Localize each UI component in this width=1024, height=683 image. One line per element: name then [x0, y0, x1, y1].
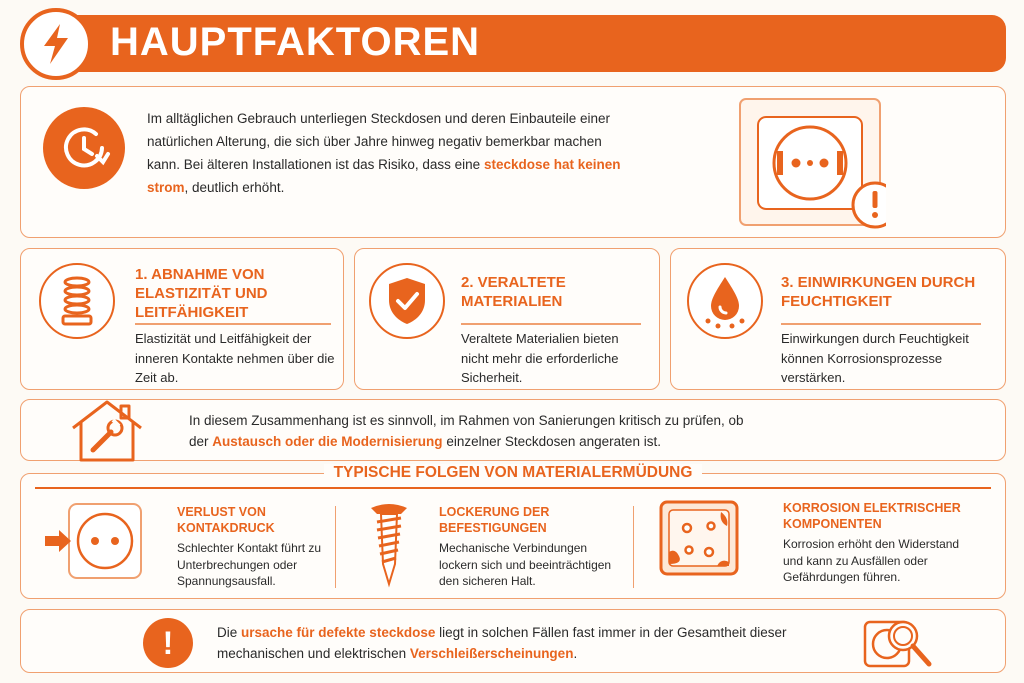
conclusion-text: Die ursache für defekte steckdose liegt in solchen Fällen fast immer in der Gesamtheit dieser mechanischen und elektrischen Verschleißerscheinungen. — [217, 625, 787, 661]
conclusion-highlight-2: Verschleißerscheinungen — [409, 646, 574, 661]
consequences-title: TYPISCHE FOLGEN VON MATERIALERMÜDUNG — [324, 464, 703, 481]
recommendation-text: In diesem Zusammenhang ist es sinnvoll, im Rahmen von Sanierungen kritisch zu prüfen, ob der Austausch oder die Modernisierung einzelner Steckdosen angeraten ist. — [189, 413, 744, 449]
consequence-item-2 — [367, 500, 637, 592]
conclusion-highlight-1: ursache für defekte steckdose — [241, 625, 436, 640]
consequence-item-3 — [659, 500, 989, 592]
divider — [633, 506, 634, 588]
screw-icon — [367, 500, 411, 593]
socket-arrow-icon — [43, 500, 143, 589]
factor-text-3: Einwirkungen durch Feuchtigkeit können Korrosionsprozesse verstärken. — [781, 331, 969, 385]
factor-card-2 — [354, 248, 660, 390]
lightning-icon — [20, 8, 92, 80]
consequence-text-1: Schlechter Kontakt führt zu Unterbrechungen oder Spannungsausfall. — [177, 541, 322, 588]
factor-text-2: Veraltete Materialien bieten nicht mehr die erforderliche Sicherheit. — [461, 331, 619, 385]
consequence-text-2: Mechanische Verbindungen lockern sich und beeinträchtigen den sicheren Halt. — [439, 541, 612, 588]
factor-card-3 — [670, 248, 1006, 390]
consequence-title-2: LOCKERUNG DER BEFESTIGUNGEN — [439, 505, 550, 535]
factor-title-3: 3. EINWIRKUNGEN DURCH FEUCHTIGKEIT — [781, 274, 976, 310]
divider — [781, 323, 981, 325]
divider — [135, 323, 331, 325]
corroded-plate-icon — [659, 500, 739, 581]
consequence-item-1 — [43, 500, 339, 592]
consequences-section — [20, 464, 1006, 599]
factor-card-1 — [20, 248, 344, 390]
socket-magnifier-icon — [863, 614, 935, 675]
water-drop-icon — [687, 263, 763, 339]
header — [20, 8, 1006, 72]
house-wrench-icon — [69, 400, 145, 467]
consequences-title-wrap — [21, 464, 1005, 482]
spring-icon — [39, 263, 115, 339]
divider — [461, 323, 641, 325]
recommendation-highlight: Austausch oder die Modernisierung — [212, 434, 443, 449]
divider — [335, 506, 336, 588]
intro-section — [20, 86, 1006, 238]
recommendation-section — [20, 399, 1006, 461]
socket-warning-icon — [738, 97, 886, 229]
exclamation-icon: ! — [143, 618, 193, 668]
intro-text: Im alltäglichen Gebrauch unterliegen Steckdosen und deren Einbauteile einer natürlichen Alterung, die sich über Jahre hinweg negativ bemerkbar machen kann. Bei älteren Installationen ist das Risiko, dass eine steckdose hat keinen strom, deutlich erhöht. — [147, 111, 621, 195]
consequence-title-1: VERLUST VON KONTAKDRUCK — [177, 505, 275, 535]
page-title: HAUPTFAKTOREN — [110, 20, 481, 64]
factor-text-1: Elastizität und Leitfähigkeit der inneren Kontakte nehmen über die Zeit ab. — [135, 331, 335, 385]
factor-title-1: 1. ABNAHME VON ELASTIZITÄT UND LEITFÄHIGKEIT — [135, 266, 268, 321]
title-line — [35, 487, 991, 489]
clock-refresh-icon — [43, 107, 125, 189]
shield-check-icon — [369, 263, 445, 339]
conclusion-section — [20, 609, 1006, 673]
intro-highlight: steckdose hat keinen strom — [147, 157, 621, 195]
consequence-text-3: Korrosion erhöht den Widerstand und kann zu Ausfällen oder Gefährdungen führen. — [783, 537, 960, 584]
consequence-title-3: KORROSION ELEKTRISCHER KOMPONENTEN — [783, 501, 961, 531]
factor-title-2: 2. VERALTETE MATERIALIEN — [461, 274, 566, 310]
